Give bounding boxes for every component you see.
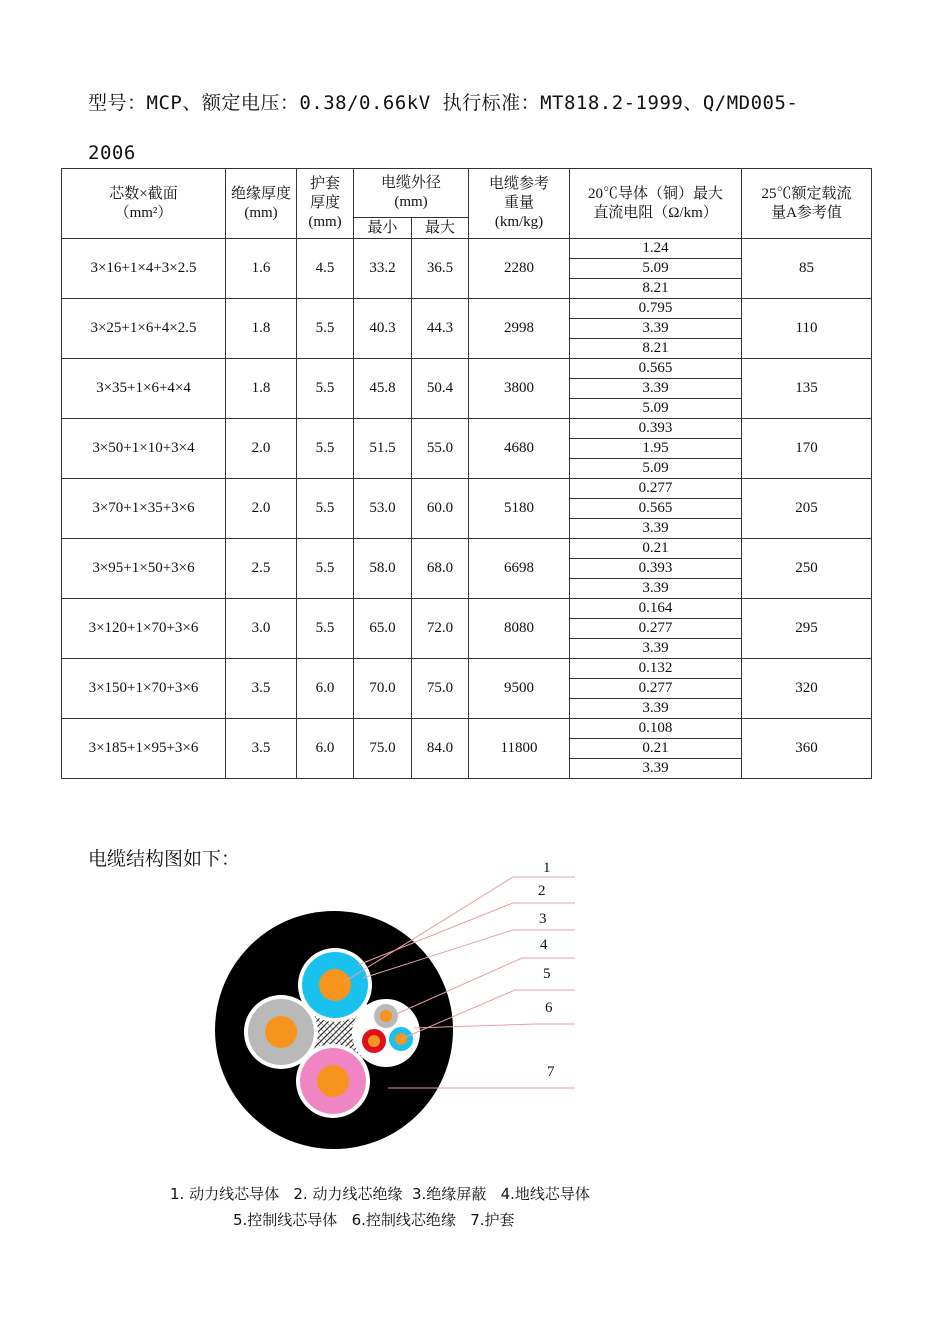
callout-2: 2 — [538, 883, 546, 899]
cell-diameter-min: 40.3 — [354, 299, 412, 359]
header-sheath — [297, 169, 354, 239]
table-row — [62, 359, 872, 379]
cell-insulation: 2.0 — [226, 419, 297, 479]
cable-spec-table — [61, 168, 872, 779]
callout-labels — [538, 860, 555, 1080]
cell-spec: 3×35+1×6+4×4 — [62, 359, 226, 419]
header-spec-unit: （mm²） — [114, 204, 173, 221]
cell-resistance: 3.39 — [570, 699, 742, 719]
callout-7: 7 — [547, 1064, 555, 1080]
cell-resistance: 5.09 — [570, 259, 742, 279]
cell-resistance: 0.565 — [570, 499, 742, 519]
callout-4: 4 — [540, 937, 548, 953]
cell-diameter-min: 51.5 — [354, 419, 412, 479]
cell-spec: 3×70+1×35+3×6 — [62, 479, 226, 539]
cell-resistance: 0.393 — [570, 559, 742, 579]
cell-resistance: 3.39 — [570, 319, 742, 339]
cell-diameter-max: 36.5 — [412, 239, 469, 299]
cell-resistance: 1.95 — [570, 439, 742, 459]
cell-spec: 3×185+1×95+3×6 — [62, 719, 226, 779]
callout-1: 1 — [543, 860, 551, 876]
cable-structure-diagram — [200, 855, 600, 1155]
cell-insulation: 1.6 — [226, 239, 297, 299]
table-row — [62, 479, 872, 499]
header-resistance — [570, 169, 742, 239]
cell-current: 250 — [742, 539, 872, 599]
cell-resistance: 0.795 — [570, 299, 742, 319]
cell-resistance: 8.21 — [570, 339, 742, 359]
cell-resistance: 0.132 — [570, 659, 742, 679]
cell-resistance: 0.277 — [570, 479, 742, 499]
cell-weight: 2998 — [469, 299, 570, 359]
header-spec — [62, 169, 226, 239]
cell-insulation: 3.0 — [226, 599, 297, 659]
cell-sheath: 5.5 — [297, 599, 354, 659]
cell-spec: 3×95+1×50+3×6 — [62, 539, 226, 599]
power-core-top-conductor — [319, 969, 351, 1001]
cell-resistance: 0.21 — [570, 539, 742, 559]
cell-resistance: 3.39 — [570, 579, 742, 599]
table-row — [62, 239, 872, 259]
cell-current: 360 — [742, 719, 872, 779]
control-core-red-conductor — [368, 1035, 380, 1047]
cell-spec: 3×120+1×70+3×6 — [62, 599, 226, 659]
cell-weight: 6698 — [469, 539, 570, 599]
cell-resistance: 3.39 — [570, 639, 742, 659]
header-current-line1: 25℃额定载流 — [761, 185, 852, 202]
callout-5: 5 — [543, 966, 551, 982]
legend-line-2: 5.控制线芯导体 6.控制线芯绝缘 7.护套 — [233, 1211, 515, 1229]
header-sheath-line1: 护套 — [309, 176, 340, 192]
header-diameter-label: 电缆外径 — [381, 175, 442, 191]
cell-spec: 3×150+1×70+3×6 — [62, 659, 226, 719]
cell-sheath: 6.0 — [297, 719, 354, 779]
cell-current: 110 — [742, 299, 872, 359]
cell-diameter-max: 75.0 — [412, 659, 469, 719]
cell-insulation: 2.0 — [226, 479, 297, 539]
cell-diameter-max: 60.0 — [412, 479, 469, 539]
ground-core-conductor — [380, 1010, 392, 1022]
cell-current: 135 — [742, 359, 872, 419]
cell-weight: 11800 — [469, 719, 570, 779]
heading-line-2: 2006 — [88, 142, 136, 164]
cell-resistance: 0.164 — [570, 599, 742, 619]
cell-sheath: 5.5 — [297, 359, 354, 419]
header-diameter-unit: (mm) — [394, 194, 428, 210]
cell-weight: 3800 — [469, 359, 570, 419]
table-body — [62, 239, 872, 779]
heading-line-1: 型号：MCP、额定电压：0.38/0.66kV 执行标准：MT818.2-1999、Q/MD005- — [88, 92, 799, 114]
cell-resistance: 3.39 — [570, 379, 742, 399]
cell-resistance: 3.39 — [570, 759, 742, 779]
cell-resistance: 5.09 — [570, 399, 742, 419]
cell-spec: 3×16+1×4+3×2.5 — [62, 239, 226, 299]
cell-diameter-min: 58.0 — [354, 539, 412, 599]
header-diameter-min: 最小 — [354, 218, 412, 239]
cell-resistance: 0.277 — [570, 679, 742, 699]
cell-insulation: 3.5 — [226, 659, 297, 719]
cell-resistance: 0.393 — [570, 419, 742, 439]
cell-insulation: 2.5 — [226, 539, 297, 599]
cell-diameter-max: 44.3 — [412, 299, 469, 359]
cell-sheath: 6.0 — [297, 659, 354, 719]
table-row — [62, 659, 872, 679]
header-sheath-line3: (mm) — [308, 214, 342, 230]
cell-sheath: 5.5 — [297, 419, 354, 479]
header-current — [742, 169, 872, 239]
cell-weight: 9500 — [469, 659, 570, 719]
cell-current: 295 — [742, 599, 872, 659]
cell-resistance: 0.21 — [570, 739, 742, 759]
cell-diameter-min: 33.2 — [354, 239, 412, 299]
cell-sheath: 4.5 — [297, 239, 354, 299]
cell-sheath: 5.5 — [297, 479, 354, 539]
header-resistance-line1: 20℃导体（铜）最大 — [588, 185, 724, 202]
cell-weight: 8080 — [469, 599, 570, 659]
cell-resistance: 0.565 — [570, 359, 742, 379]
page-heading — [88, 78, 888, 178]
cell-diameter-max: 50.4 — [412, 359, 469, 419]
cell-diameter-min: 70.0 — [354, 659, 412, 719]
cell-diameter-min: 75.0 — [354, 719, 412, 779]
power-core-left-conductor — [265, 1016, 297, 1048]
header-sheath-line2: 厚度 — [309, 195, 340, 211]
header-weight — [469, 169, 570, 239]
cell-current: 320 — [742, 659, 872, 719]
cell-diameter-max: 68.0 — [412, 539, 469, 599]
table-row — [62, 419, 872, 439]
cell-insulation: 1.8 — [226, 359, 297, 419]
header-spec-label: 芯数×截面 — [109, 185, 178, 202]
table-header-row — [62, 169, 872, 218]
table-row — [62, 539, 872, 559]
cell-resistance: 0.108 — [570, 719, 742, 739]
cell-diameter-max: 84.0 — [412, 719, 469, 779]
cell-current: 85 — [742, 239, 872, 299]
header-weight-line3: (km/kg) — [494, 214, 544, 230]
header-current-line2: 量A参考值 — [771, 204, 842, 221]
cell-insulation: 1.8 — [226, 299, 297, 359]
cell-diameter-min: 53.0 — [354, 479, 412, 539]
diagram-title: 电缆结构图如下： — [88, 848, 241, 870]
cell-spec: 3×25+1×6+4×2.5 — [62, 299, 226, 359]
cell-spec: 3×50+1×10+3×4 — [62, 419, 226, 479]
cell-resistance: 0.277 — [570, 619, 742, 639]
table-row — [62, 599, 872, 619]
callout-3: 3 — [539, 911, 547, 927]
cell-diameter-min: 45.8 — [354, 359, 412, 419]
cell-resistance: 1.24 — [570, 239, 742, 259]
cell-insulation: 3.5 — [226, 719, 297, 779]
power-core-bottom-conductor — [317, 1065, 349, 1097]
callout-6: 6 — [545, 1000, 553, 1016]
cell-resistance: 8.21 — [570, 279, 742, 299]
cell-current: 170 — [742, 419, 872, 479]
cell-sheath: 5.5 — [297, 539, 354, 599]
cell-weight: 2280 — [469, 239, 570, 299]
cell-diameter-max: 72.0 — [412, 599, 469, 659]
cell-sheath: 5.5 — [297, 299, 354, 359]
header-weight-line2: 重量 — [504, 195, 535, 211]
header-insulation — [226, 169, 297, 239]
header-weight-line1: 电缆参考 — [489, 176, 550, 192]
cell-diameter-max: 55.0 — [412, 419, 469, 479]
header-diameter — [354, 169, 469, 218]
header-resistance-line2: 直流电阻（Ω/km） — [593, 204, 718, 221]
cell-weight: 5180 — [469, 479, 570, 539]
cell-resistance: 3.39 — [570, 519, 742, 539]
header-diameter-max: 最大 — [412, 218, 469, 239]
cell-current: 205 — [742, 479, 872, 539]
header-insulation-label: 绝缘厚度(mm) — [230, 185, 291, 221]
cell-resistance: 5.09 — [570, 459, 742, 479]
table-row — [62, 299, 872, 319]
legend-line-1: 1. 动力线芯导体 2. 动力线芯绝缘 3.绝缘屏蔽 4.地线芯导体 — [170, 1185, 590, 1203]
cell-weight: 4680 — [469, 419, 570, 479]
table-row — [62, 719, 872, 739]
cell-diameter-min: 65.0 — [354, 599, 412, 659]
